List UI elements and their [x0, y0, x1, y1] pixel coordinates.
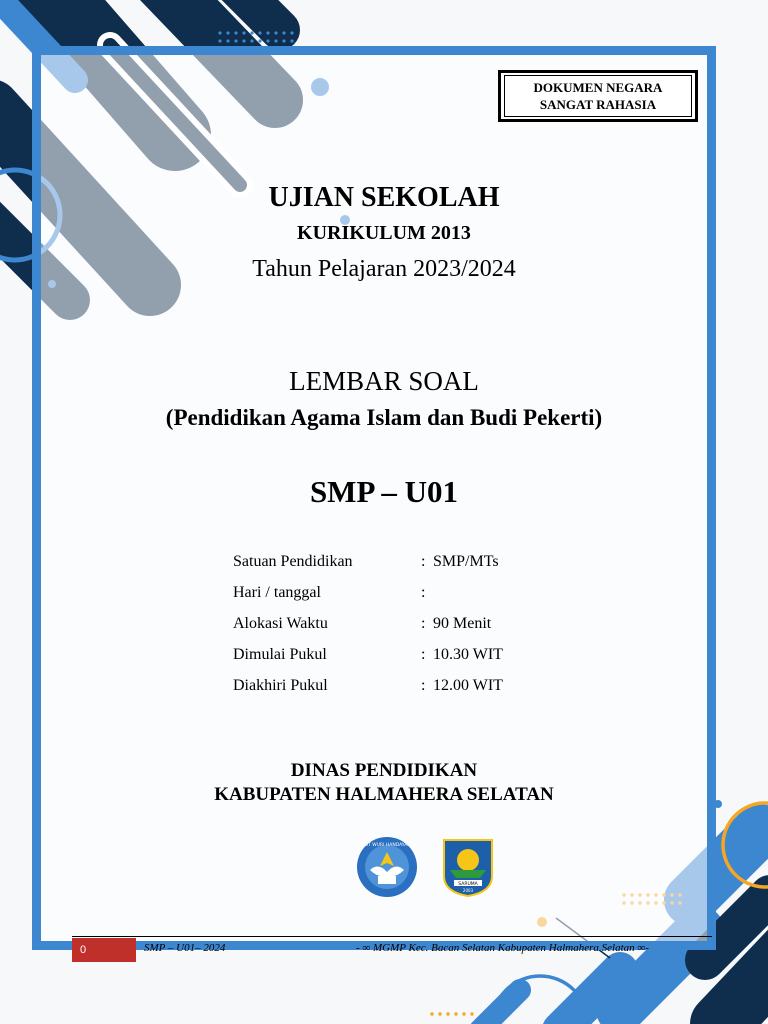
exam-title: UJIAN SEKOLAH — [268, 182, 500, 213]
info-label: Dimulai Pukul — [233, 645, 327, 663]
info-row — [233, 608, 573, 639]
info-label: Satuan Pendidikan — [233, 552, 353, 570]
svg-text:SARUMA: SARUMA — [458, 882, 478, 887]
info-label: Alokasi Waktu — [233, 614, 328, 632]
info-value: 90 Menit — [433, 614, 492, 632]
academic-year: Tahun Pelajaran 2023/2024 — [252, 256, 516, 282]
organization-line-2: KABUPATEN HALMAHERA SELATAN — [214, 784, 554, 805]
info-value: SMP/MTs — [433, 552, 499, 570]
info-colon: : — [421, 583, 426, 601]
footer-organizer: - ∞ MGMP Kec. Bacan Selatan Kabupaten Halmahera Selatan ∞- — [356, 942, 649, 954]
info-value: 12.00 WIT — [433, 676, 503, 694]
stamp-line-2: SANGAT RAHASIA — [539, 97, 657, 112]
stamp-inner-box — [504, 75, 692, 117]
svg-text:2003: 2003 — [462, 888, 474, 893]
sheet-type: LEMBAR SOAL — [289, 366, 479, 396]
info-row — [233, 639, 573, 670]
exam-code: SMP – U01 — [309, 474, 459, 509]
subject-name: (Pendidikan Agama Islam dan Budi Pekerti) — [165, 405, 603, 430]
info-row — [233, 577, 573, 608]
info-value: 10.30 WIT — [433, 645, 503, 663]
tut-wuri-handayani-logo — [356, 836, 418, 898]
info-row — [233, 670, 573, 701]
info-row — [233, 546, 573, 577]
info-colon: : — [421, 645, 426, 663]
svg-text:TUT WURI HANDAYANI: TUT WURI HANDAYANI — [362, 843, 412, 848]
exam-info-table — [233, 546, 573, 701]
page-number-badge: 0 — [72, 938, 136, 962]
organization-line-1: DINAS PENDIDIKAN — [290, 760, 478, 781]
info-label: Hari / tanggal — [233, 583, 321, 601]
stamp-line-1: DOKUMEN NEGARA — [533, 80, 663, 95]
curriculum-label: KURIKULUM 2013 — [297, 222, 471, 244]
footer-exam-code: SMP – U01– 2024 — [144, 942, 226, 954]
halmahera-selatan-emblem — [440, 836, 496, 898]
info-label: Diakhiri Pukul — [233, 676, 328, 694]
classification-stamp — [498, 70, 698, 122]
info-colon: : — [421, 614, 426, 632]
info-colon: : — [421, 676, 426, 694]
info-colon: : — [421, 552, 426, 570]
footer-rule — [72, 936, 712, 937]
